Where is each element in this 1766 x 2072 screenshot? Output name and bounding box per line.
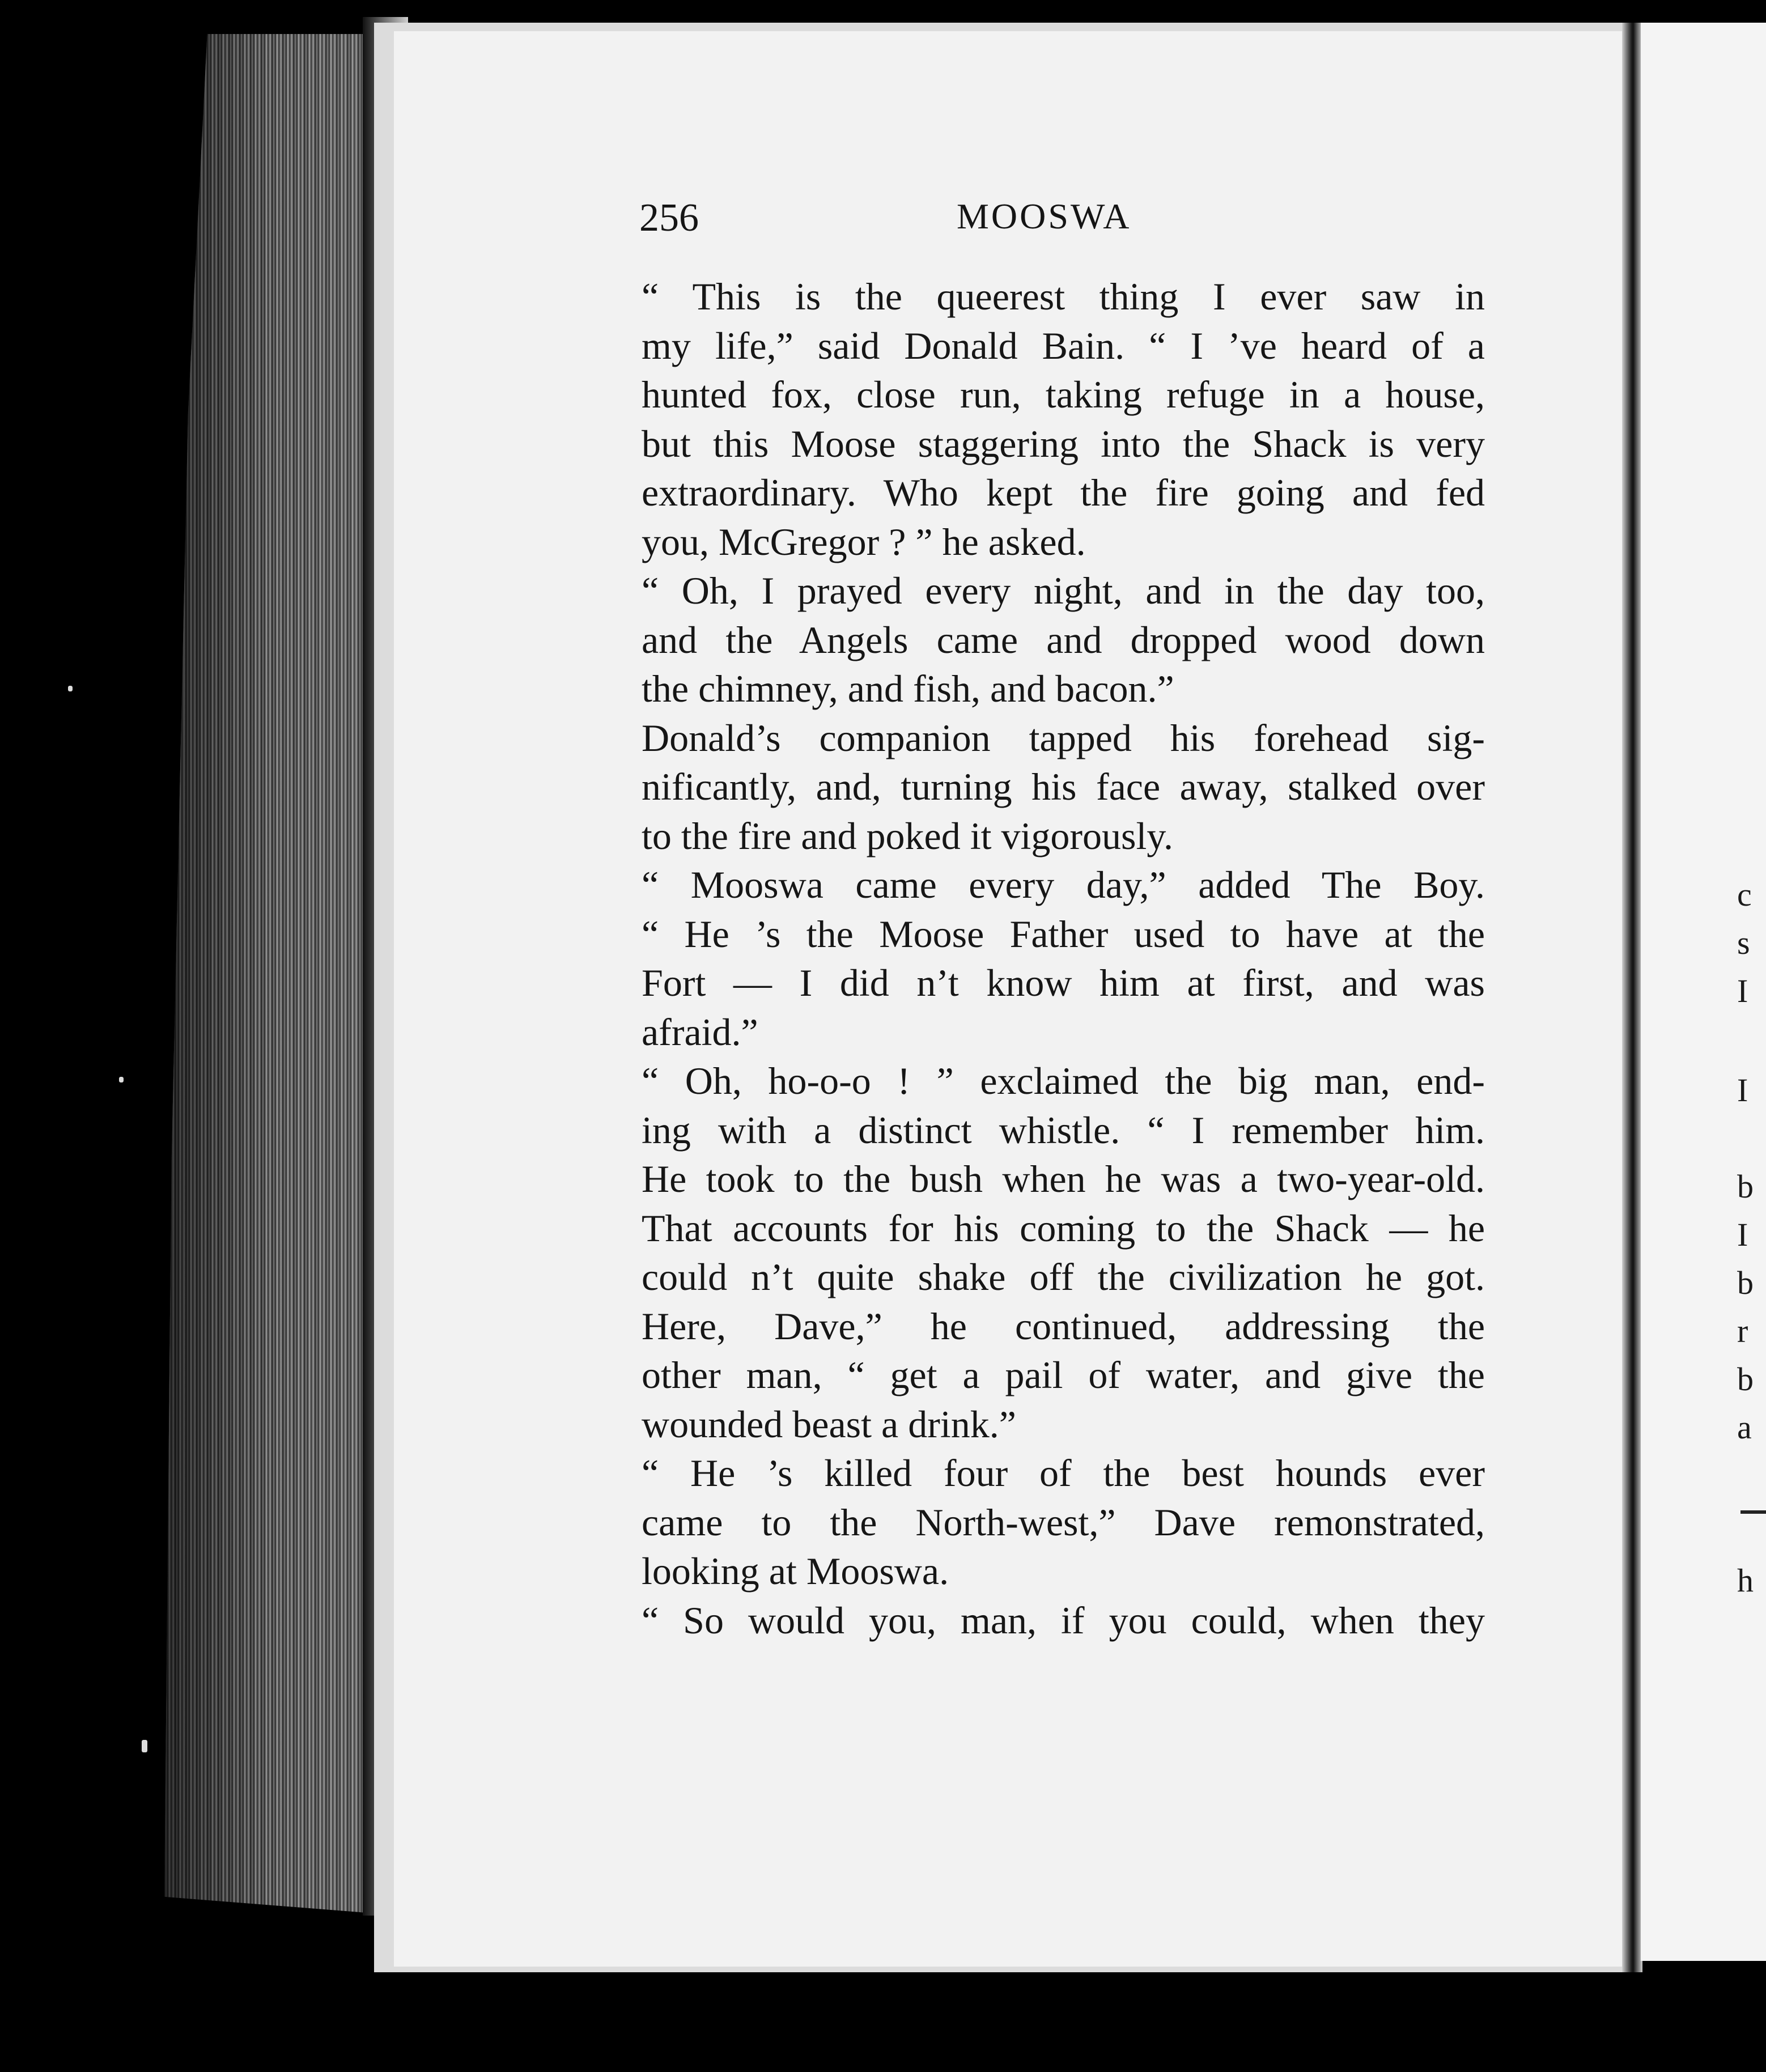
facing-page-fragment: s xyxy=(1737,924,1750,961)
text-line: “ Oh, ho-o-o ! ” exclaimed the big man, end- xyxy=(642,1059,1485,1102)
text-line: and the Angels came and dropped wood down xyxy=(642,618,1485,661)
dust-speck xyxy=(119,1077,124,1082)
text-line: you, McGregor ? ” he asked. xyxy=(642,520,1086,563)
facing-page-fragment: I xyxy=(1737,1216,1748,1253)
text-line: wounded beast a drink.” xyxy=(642,1402,1016,1446)
running-head: MOOSWA xyxy=(957,196,1132,236)
text-line: extraordinary. Who kept the fire going and fed xyxy=(642,471,1485,514)
facing-page-dash xyxy=(1740,1510,1766,1514)
text-line: “ He ’s killed four of the best hounds ever xyxy=(642,1451,1485,1494)
text-line: other man, “ get a pail of water, and give the xyxy=(642,1353,1485,1396)
facing-page-fragment: c xyxy=(1737,876,1752,913)
facing-page-fragment: b xyxy=(1737,1264,1754,1301)
text-line: looking at Mooswa. xyxy=(642,1549,949,1593)
text-line: afraid.” xyxy=(642,1010,758,1054)
text-line: “ This is the queerest thing I ever saw in xyxy=(642,275,1485,318)
text-line: could n’t quite shake off the civilization he got. xyxy=(642,1255,1485,1298)
facing-page-fragment: h xyxy=(1737,1562,1754,1599)
facing-page-fragment: a xyxy=(1737,1409,1752,1446)
page-number: 256 xyxy=(639,196,699,240)
text-line: He took to the bush when he was a two-year-old. xyxy=(642,1157,1485,1200)
text-line: Here, Dave,” he continued, addressing the xyxy=(642,1304,1485,1348)
text-line: “ Oh, I prayed every night, and in the day too, xyxy=(642,569,1485,612)
text-line: my life,” said Donald Bain. “ I ’ve heard of a xyxy=(642,324,1485,367)
facing-page xyxy=(1641,23,1766,1961)
dust-speck xyxy=(142,1740,147,1752)
body-text xyxy=(642,272,1485,1645)
facing-page-fragment: b xyxy=(1737,1361,1754,1398)
facing-page-fragment: I xyxy=(1737,973,1748,1009)
facing-page-fragment: r xyxy=(1737,1313,1748,1349)
text-line: That accounts for his coming to the Shack — he xyxy=(642,1206,1485,1250)
page-header xyxy=(639,196,1164,247)
text-line: Donald’s companion tapped his forehead sig- xyxy=(642,716,1485,759)
text-line: “ He ’s the Moose Father used to have at the xyxy=(642,912,1485,956)
book-gutter xyxy=(1622,23,1642,1972)
text-line: nificantly, and, turning his face away, stalked over xyxy=(642,765,1485,808)
text-line: hunted fox, close run, taking refuge in a house, xyxy=(642,373,1485,416)
text-line: to the fire and poked it vigorously. xyxy=(642,814,1173,857)
text-line: “ So would you, man, if you could, when they xyxy=(642,1598,1485,1642)
text-line: but this Moose staggering into the Shack is very xyxy=(642,422,1485,465)
facing-page-fragment: I xyxy=(1737,1072,1748,1109)
text-line: the chimney, and fish, and bacon.” xyxy=(642,667,1174,710)
dust-speck xyxy=(68,686,73,691)
text-line: ing with a distinct whistle. “ I remember him. xyxy=(642,1108,1485,1152)
text-line: Fort — I did n’t know him at first, and was xyxy=(642,961,1485,1004)
text-line: “ Mooswa came every day,” added The Boy. xyxy=(642,863,1485,906)
text-line: came to the North-west,” Dave remonstrated, xyxy=(642,1500,1485,1544)
facing-page-fragment: b xyxy=(1737,1168,1754,1205)
